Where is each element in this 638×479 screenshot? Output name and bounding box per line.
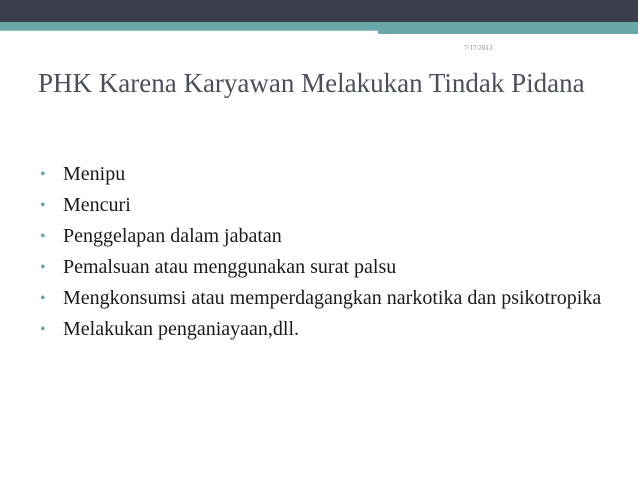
bullet-text: Mencuri (63, 194, 131, 216)
bullet-icon: • (40, 290, 46, 307)
bullet-item (40, 225, 610, 249)
bullet-icon: • (40, 259, 46, 276)
bullet-icon: • (40, 228, 46, 245)
bullet-text: Mengkonsumsi atau memperdagangkan narkotika dan psikotropika (63, 287, 602, 309)
bullet-icon: • (40, 166, 46, 183)
bullet-icon: • (40, 321, 46, 338)
bullet-list (40, 163, 610, 349)
bullet-icon: • (40, 197, 46, 214)
header-accent-line (378, 30, 638, 34)
bullet-text: Pemalsuan atau menggunakan surat palsu (63, 256, 397, 278)
header-rule (0, 30, 378, 31)
header-band-dark (0, 0, 638, 22)
slide-title: PHK Karena Karyawan Melakukan Tindak Pidana (38, 68, 585, 98)
bullet-item (40, 287, 610, 311)
bullet-text: Menipu (63, 163, 126, 185)
bullet-text: Melakukan penganiayaan,dll. (63, 318, 300, 340)
bullet-item (40, 194, 610, 218)
bullet-item (40, 163, 610, 187)
slide-date: 7/17/2013 (464, 44, 493, 52)
bullet-item (40, 318, 610, 342)
header-band-teal (0, 22, 638, 30)
bullet-text: Penggelapan dalam jabatan (63, 225, 282, 247)
bullet-item (40, 256, 610, 280)
